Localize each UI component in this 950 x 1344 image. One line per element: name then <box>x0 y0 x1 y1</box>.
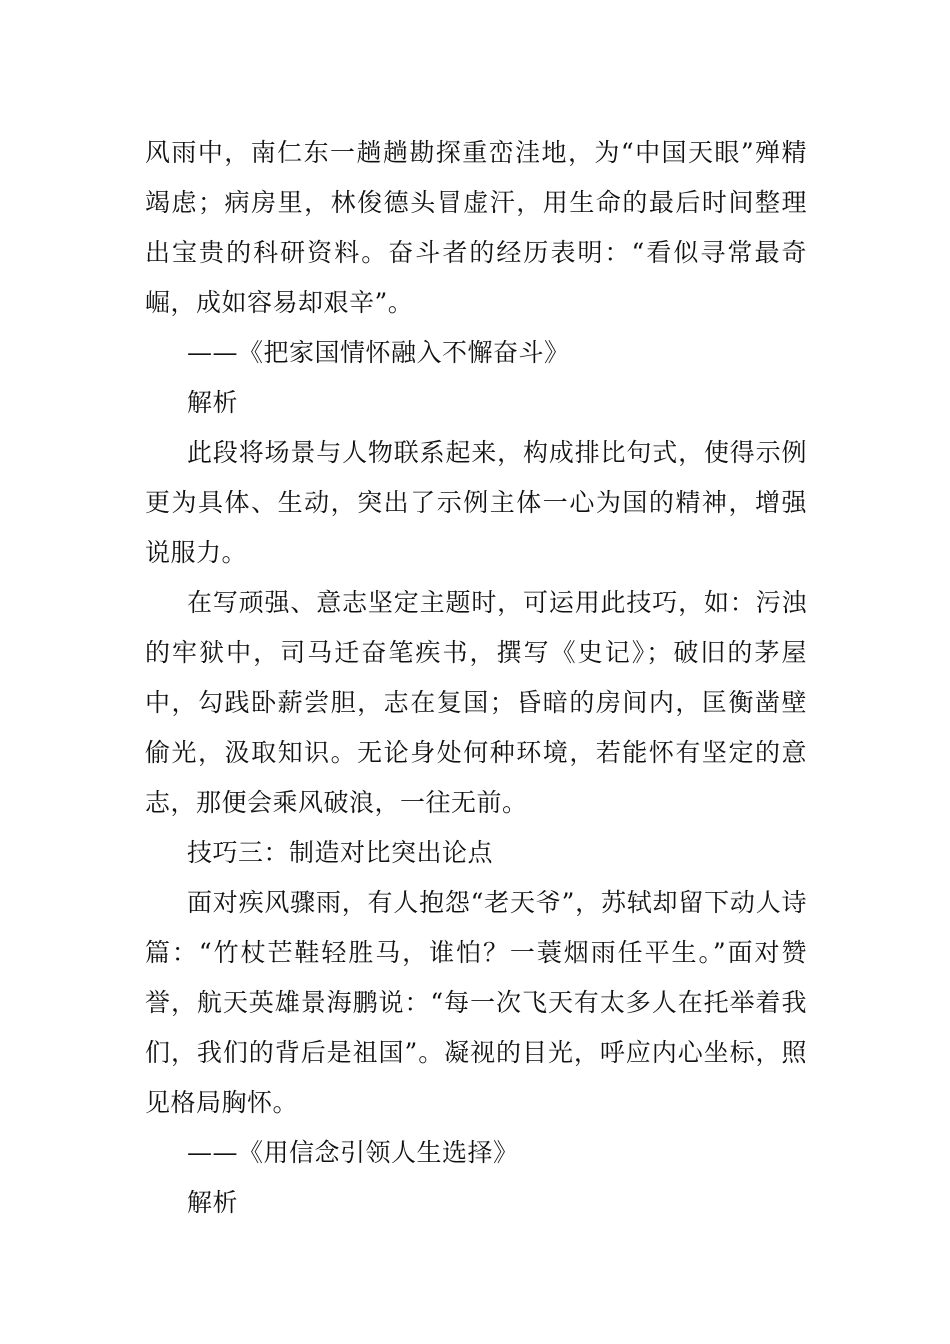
analysis-paragraph: 此段将场景与人物联系起来，构成排比句式，使得示例更为具体、生动，突出了示例主体一心为国的精神，增强说服力。 <box>145 438 807 567</box>
application-paragraph: 在写顽强、意志坚定主题时，可运用此技巧，如：污浊的牢狱中，司马迁奋笔疾书，撰写《史记》；破旧的茅屋中，勾践卧薪尝胆，志在复国；昏暗的房间内，匡衡凿壁偷光，汲取知识。无论身处何种环境，若能怀有坚定的意志，那便会乘风破浪，一往无前。 <box>145 588 807 817</box>
paragraph-tianyan-example: 风雨中，南仁东一趟趟勘探重峦洼地，为“中国天眼”殚精竭虑；病房里，林俊德头冒虚汗，用生命的最后时间整理出宝贵的科研资料。奋斗者的经历表明：“看似寻常最奇崛，成如容易却艰辛”。 <box>145 138 807 317</box>
analysis-heading: 解析 <box>187 388 239 417</box>
source-citation: ——《把家国情怀融入不懈奋斗》 <box>187 338 570 367</box>
technique-heading: 技巧三：制造对比突出论点 <box>187 838 494 867</box>
document-body <box>145 128 807 1228</box>
contrast-example-paragraph: 面对疾风骤雨，有人抱怨“老天爷”，苏轼却留下动人诗篇：“竹杖芒鞋轻胜马，谁怕？一蓑烟雨任平生。”面对赞誉，航天英雄景海鹏说：“每一次飞天有太多人在托举着我们，我们的背后是祖国”。凝视的目光，呼应内心坐标，照见格局胸怀。 <box>145 888 807 1117</box>
analysis-heading: 解析 <box>187 1188 239 1217</box>
source-citation: ——《用信念引领人生选择》 <box>187 1138 519 1167</box>
